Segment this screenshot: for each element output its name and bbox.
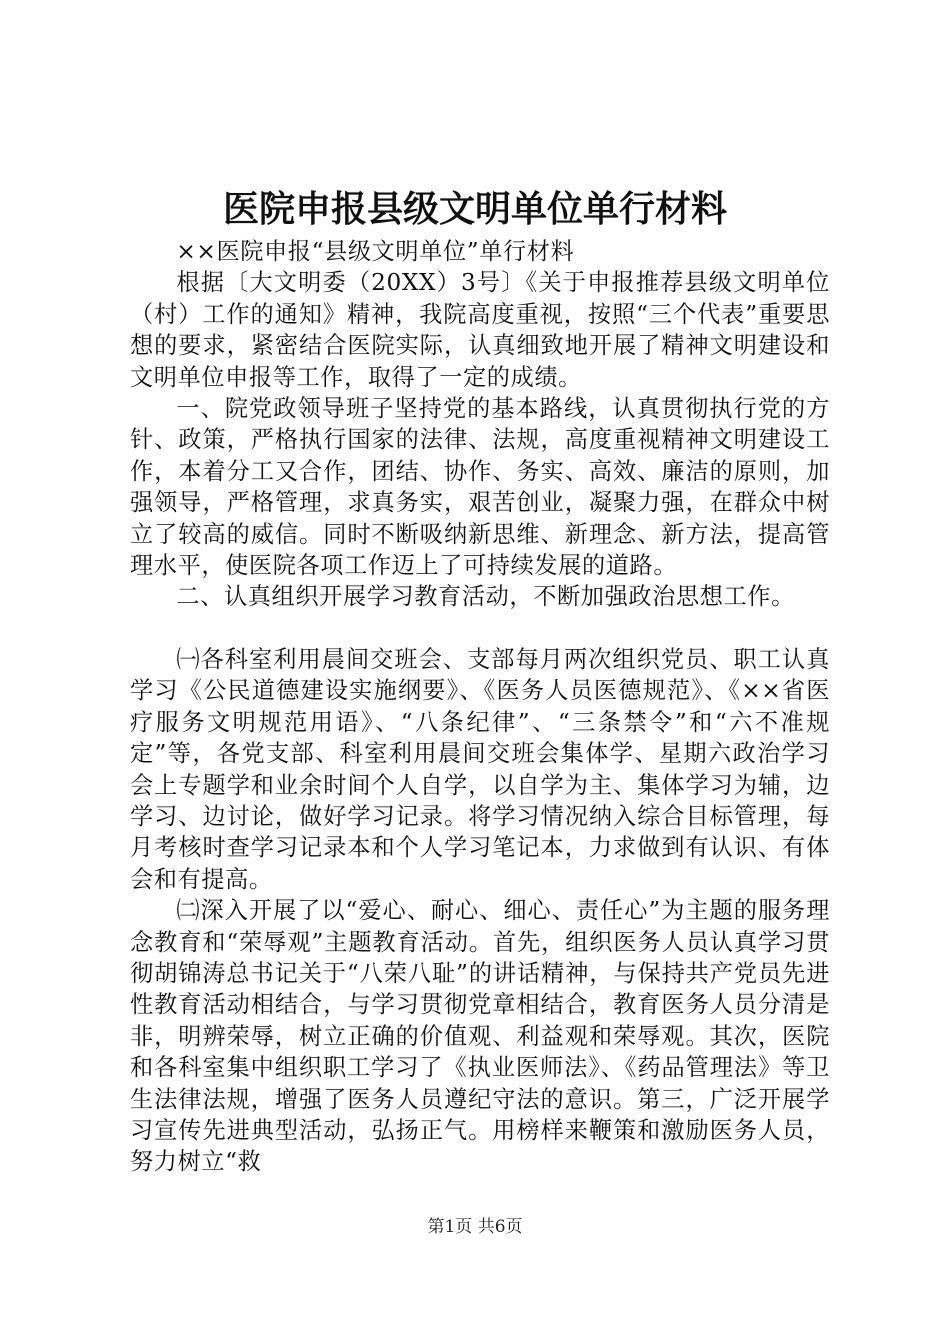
document-title: 医院申报县级文明单位单行材料 [222, 188, 727, 230]
item-two-paragraph: ㈡深入开展了以“爱心、耐心、细心、责任心”为主题的服务理念教育和“荣辱观”主题教育活动。首先，组织医务人员认真学习贯彻胡锦涛总书记关于“八荣八耻”的讲话精神，与保持共产党员先进性教育活动相结合，与学习贯彻党章相结合，教育医务人员分清是非，明辨荣辱，树立正确的价值观、利益观和荣辱观。其次，医院和各科室集中组织职工学习了《执业医师法》、《药品管理法》等卫生法律法规，增强了医务人员遵纪守法的意识。第三，广泛开展学习宣传先进典型活动，弘扬正气。用榜样来鞭策和激励医务人员，努力树立“救 [130, 897, 830, 1176]
section-two-heading: 二、认真组织开展学习教育活动，不断加强政治思想工作。 [176, 583, 795, 611]
intro-paragraph: 根据〔大文明委（20XX）3号〕《关于申报推荐县级文明单位（村）工作的通知》精神，我院高度重视，按照“三个代表”重要思想的要求，紧密结合医院实际，认真细致地开展了精神文明建设和文明单位申报等工作，取得了一定的成绩。 [130, 269, 830, 391]
subtitle-paragraph: ××医院申报“县级文明单位”单行材料 [176, 238, 575, 265]
section-one-paragraph: 一、院党政领导班子坚持党的基本路线，认真贯彻执行党的方针、政策，严格执行国家的法律、法规，高度重视精神文明建设工作，本着分工又合作，团结、协作、务实、高效、廉洁的原则，加强领导，严格管理，求真务实，艰苦创业，凝聚力强，在群众中树立了较高的威信。同时不断吸纳新思维、新理念、新方法，提高管理水平，使医院各项工作迈上了可持续发展的道路。 [130, 395, 830, 580]
page-indicator: 第1页 共6页 [427, 1217, 523, 1237]
item-one-paragraph: ㈠各科室利用晨间交班会、支部每月两次组织党员、职工认真学习《公民道德建设实施纲要》、《医务人员医德规范》、《××省医疗服务文明规范用语》、“八条纪律”、“三条禁令”和“六不准规定”等，各党支部、科室利用晨间交班会集体学、星期六政治学习会上专题学和业余时间个人自学，以自学为主、集体学习为辅，边学习、边讨论，做好学习记录。将学习情况纳入综合目标管理，每月考核时查学习记录本和个人学习笔记本，力求做到有认识、有体会和有提高。 [130, 645, 830, 893]
document-body [130, 236, 830, 1178]
